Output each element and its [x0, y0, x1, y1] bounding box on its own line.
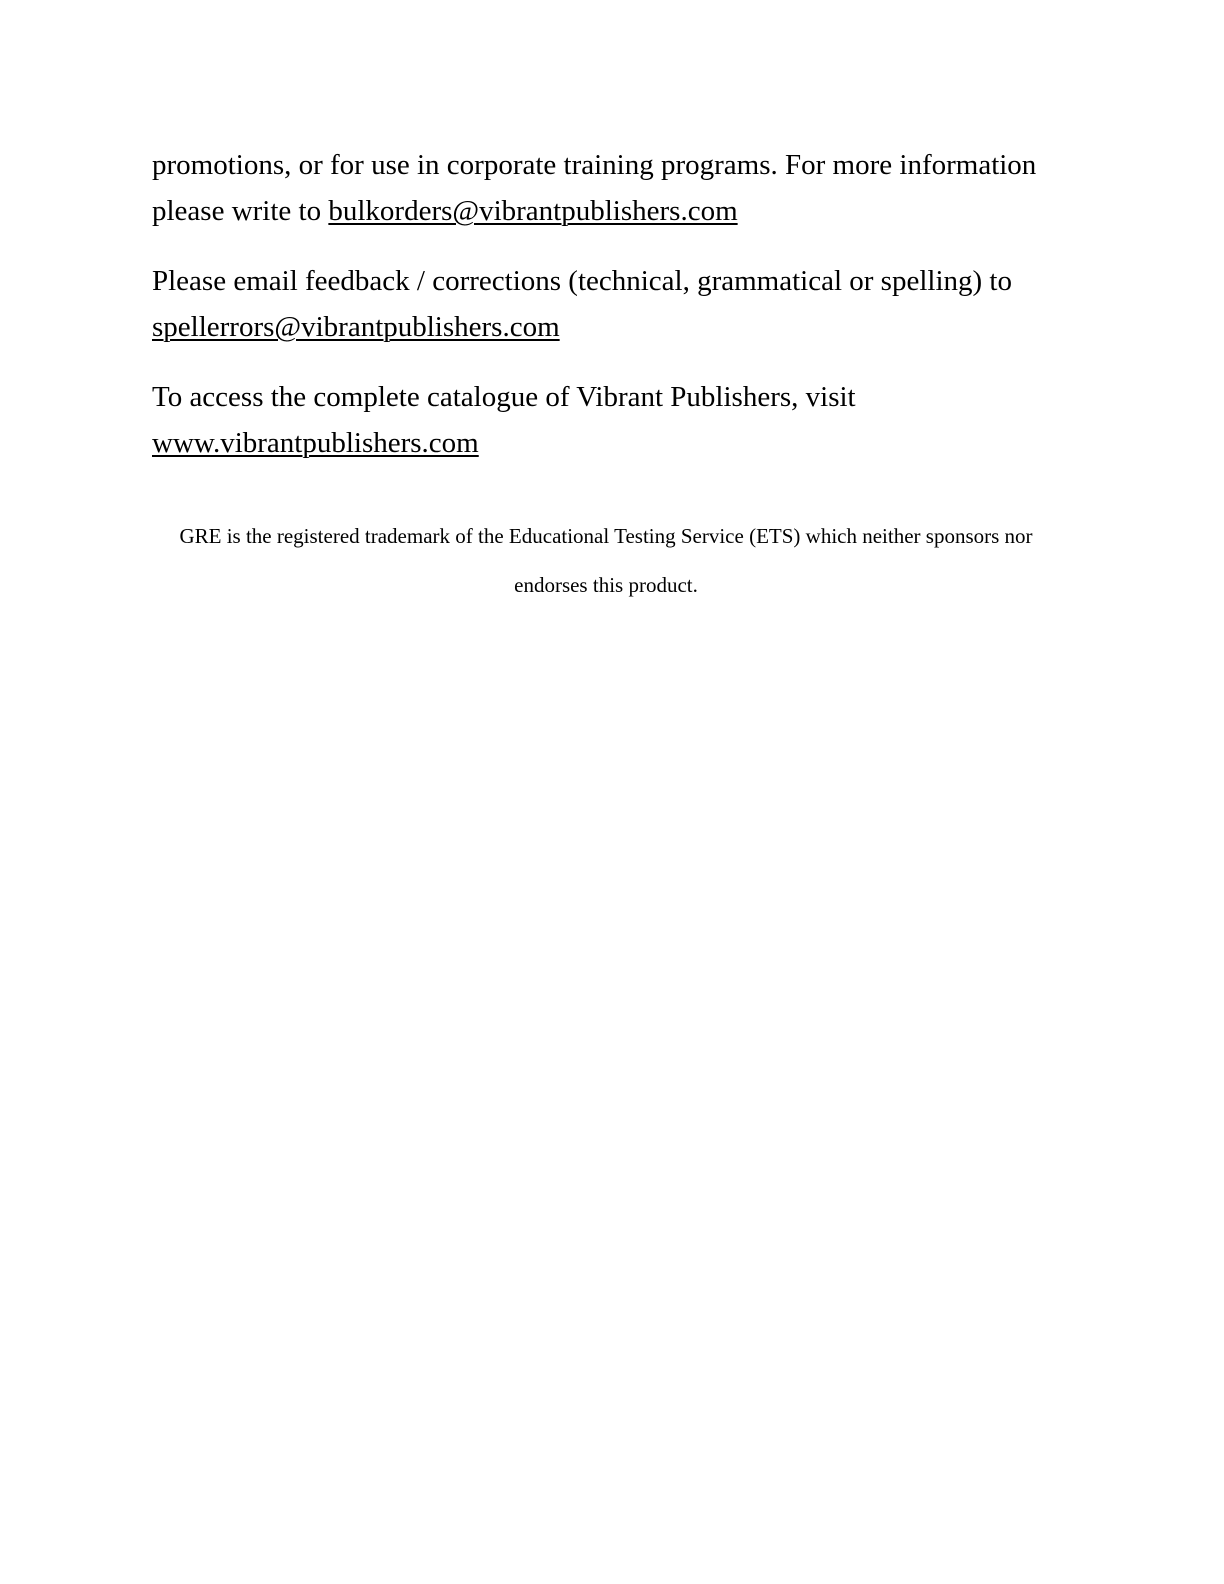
page-content	[152, 142, 1072, 610]
catalogue-line-1: To access the complete catalogue of Vibrant Publishers, visit	[152, 381, 856, 413]
trademark-line-2: endorses this product.	[514, 573, 698, 597]
feedback-email-link[interactable]: spellerrors@vibrantpublishers.com	[152, 311, 560, 343]
bulk-orders-paragraph	[152, 142, 1072, 234]
trademark-notice	[152, 512, 1060, 610]
feedback-paragraph	[152, 258, 1072, 350]
catalogue-website-link[interactable]: www.vibrantpublishers.com	[152, 427, 479, 459]
bulk-orders-prefix: please write to	[152, 195, 329, 227]
trademark-line-1: GRE is the registered trademark of the Educational Testing Service (ETS) which neither sponsors nor	[179, 524, 1033, 548]
bulk-orders-email-link[interactable]: bulkorders@vibrantpublishers.com	[328, 195, 738, 227]
catalogue-paragraph	[152, 374, 1072, 466]
bulk-orders-line-2	[152, 188, 1072, 234]
feedback-line-2	[152, 304, 1072, 350]
feedback-line-1: Please email feedback / corrections (technical, grammatical or spelling) to	[152, 265, 1012, 297]
catalogue-line-2	[152, 420, 1072, 466]
bulk-orders-line-1: promotions, or for use in corporate training programs. For more information	[152, 149, 1037, 181]
